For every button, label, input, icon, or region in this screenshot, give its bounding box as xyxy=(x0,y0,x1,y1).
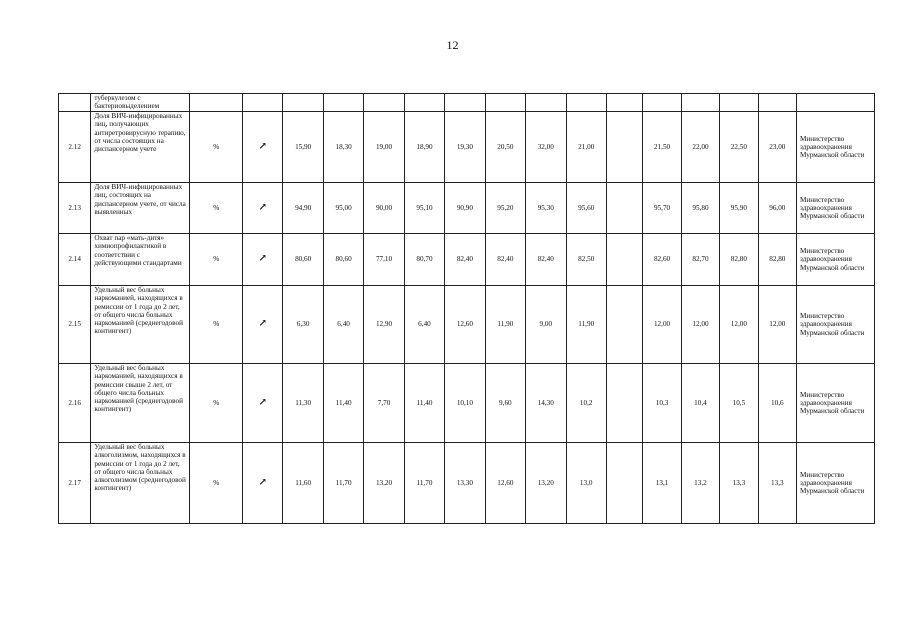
cell-value: 80,60 xyxy=(323,234,363,286)
cell-unit: % xyxy=(190,234,243,286)
cell-value: 13,20 xyxy=(364,443,404,524)
cell-value: 21,00 xyxy=(566,112,606,183)
cell-value xyxy=(606,443,642,524)
cell-empty xyxy=(485,94,525,112)
cell-value: 82,50 xyxy=(566,234,606,286)
cell-value xyxy=(606,234,642,286)
cell-name: туберкулезом с бактериовыделением xyxy=(91,94,190,112)
cell-value: 18,90 xyxy=(404,112,444,183)
cell-empty xyxy=(283,94,323,112)
cell-value: 12,60 xyxy=(485,443,525,524)
cell-empty xyxy=(404,94,444,112)
cell-value: 12,60 xyxy=(445,286,485,364)
cell-value: 19,30 xyxy=(445,112,485,183)
cell-value: 13,1 xyxy=(643,443,681,524)
cell-value: 82,60 xyxy=(643,234,681,286)
cell-value: 96,00 xyxy=(758,183,796,234)
cell-empty xyxy=(526,94,566,112)
cell-value: 95,90 xyxy=(720,183,758,234)
cell-empty xyxy=(681,94,719,112)
table-body xyxy=(59,94,875,524)
cell-empty xyxy=(364,94,404,112)
cell-value xyxy=(606,183,642,234)
cell-value: 90,90 xyxy=(445,183,485,234)
cell-empty xyxy=(643,94,681,112)
cell-direction: ↗ xyxy=(243,183,283,234)
cell-value: 12,90 xyxy=(364,286,404,364)
cell-name: Удельный вес больных наркоманией, находящихся в ремиссии от 1 года до 2 лет, от общего числа больных наркоманией (среднегодовой контингент) xyxy=(91,286,190,364)
cell-value: 11,40 xyxy=(404,364,444,443)
cell-num: 2.16 xyxy=(59,364,91,443)
cell-value: 82,40 xyxy=(526,234,566,286)
cell-direction: ↗ xyxy=(243,286,283,364)
cell-unit: % xyxy=(190,443,243,524)
cell-value: 15,90 xyxy=(283,112,323,183)
cell-value: 13,2 xyxy=(681,443,719,524)
cell-value: 12,00 xyxy=(681,286,719,364)
cell-num: 2.13 xyxy=(59,183,91,234)
cell-value xyxy=(606,286,642,364)
cell-value: 13,30 xyxy=(445,443,485,524)
cell-value: 9,00 xyxy=(526,286,566,364)
cell-empty xyxy=(243,94,283,112)
cell-direction: ↗ xyxy=(243,443,283,524)
cell-value: 19,00 xyxy=(364,112,404,183)
cell-empty xyxy=(445,94,485,112)
cell-direction: ↗ xyxy=(243,234,283,286)
cell-value: 12,00 xyxy=(758,286,796,364)
cell-empty xyxy=(606,94,642,112)
cell-value: 95,20 xyxy=(485,183,525,234)
cell-value: 82,40 xyxy=(445,234,485,286)
page-number: 12 xyxy=(446,38,459,52)
cell-value: 22,00 xyxy=(681,112,719,183)
table-row xyxy=(59,286,875,364)
cell-value: 82,80 xyxy=(720,234,758,286)
cell-num: 2.17 xyxy=(59,443,91,524)
cell-value: 13,20 xyxy=(526,443,566,524)
table-row-continuation xyxy=(59,94,875,112)
table-row xyxy=(59,183,875,234)
cell-value: 10,3 xyxy=(643,364,681,443)
cell-responsible: Министерство здравоохранения Мурманской области xyxy=(797,286,875,364)
cell-value: 77,10 xyxy=(364,234,404,286)
cell-value: 95,00 xyxy=(323,183,363,234)
table-row xyxy=(59,364,875,443)
cell-value: 6,30 xyxy=(283,286,323,364)
cell-value: 94,90 xyxy=(283,183,323,234)
cell-empty xyxy=(323,94,363,112)
cell-value: 6,40 xyxy=(404,286,444,364)
cell-value: 11,70 xyxy=(323,443,363,524)
cell-value: 11,70 xyxy=(404,443,444,524)
cell-value: 18,30 xyxy=(323,112,363,183)
cell-num xyxy=(59,94,91,112)
table-row xyxy=(59,234,875,286)
cell-value: 82,80 xyxy=(758,234,796,286)
cell-empty xyxy=(720,94,758,112)
cell-value: 22,50 xyxy=(720,112,758,183)
cell-value: 20,50 xyxy=(485,112,525,183)
cell-empty xyxy=(566,94,606,112)
cell-value: 21,50 xyxy=(643,112,681,183)
cell-value: 14,30 xyxy=(526,364,566,443)
cell-value: 95,80 xyxy=(681,183,719,234)
cell-value xyxy=(606,364,642,443)
cell-name: Доля ВИЧ-инфицированных лиц, получающих антиретровирусную терапию, от числа состоящих на диспансерном учете xyxy=(91,112,190,183)
cell-value: 11,90 xyxy=(566,286,606,364)
cell-unit: % xyxy=(190,112,243,183)
cell-empty xyxy=(758,94,796,112)
indicators-table xyxy=(58,93,875,524)
cell-value: 80,60 xyxy=(283,234,323,286)
cell-value xyxy=(606,112,642,183)
cell-num: 2.15 xyxy=(59,286,91,364)
cell-value: 9,60 xyxy=(485,364,525,443)
cell-value: 6,40 xyxy=(323,286,363,364)
cell-value: 10,4 xyxy=(681,364,719,443)
cell-responsible: Министерство здравоохранения Мурманской области xyxy=(797,112,875,183)
cell-unit: % xyxy=(190,183,243,234)
cell-value: 10,10 xyxy=(445,364,485,443)
cell-value: 12,00 xyxy=(643,286,681,364)
table-row xyxy=(59,112,875,183)
cell-value: 90,00 xyxy=(364,183,404,234)
cell-responsible: Министерство здравоохранения Мурманской области xyxy=(797,183,875,234)
cell-num: 2.12 xyxy=(59,112,91,183)
cell-value: 11,60 xyxy=(283,443,323,524)
cell-unit: % xyxy=(190,286,243,364)
cell-value: 11,30 xyxy=(283,364,323,443)
table-row xyxy=(59,443,875,524)
cell-value: 13,0 xyxy=(566,443,606,524)
cell-value: 82,40 xyxy=(485,234,525,286)
cell-value: 13,3 xyxy=(758,443,796,524)
cell-value: 80,70 xyxy=(404,234,444,286)
cell-name: Доля ВИЧ-инфицированных лиц, состоящих на диспансерном учете, от числа выявленных xyxy=(91,183,190,234)
cell-value: 11,90 xyxy=(485,286,525,364)
cell-num: 2.14 xyxy=(59,234,91,286)
cell-value: 10,6 xyxy=(758,364,796,443)
cell-empty xyxy=(797,94,875,112)
cell-value: 10,2 xyxy=(566,364,606,443)
cell-value: 95,60 xyxy=(566,183,606,234)
cell-value: 13,3 xyxy=(720,443,758,524)
cell-direction: ↗ xyxy=(243,364,283,443)
cell-name: Удельный вес больных алкоголизмом, находящихся в ремиссии от 1 года до 2 лет, от общего числа больных алкоголизмом (среднегодовой контингент) xyxy=(91,443,190,524)
cell-name: Охват пар «мать-дитя» химиопрофилактикой в соответствии с действующими стандартами xyxy=(91,234,190,286)
cell-value: 95,10 xyxy=(404,183,444,234)
cell-value: 23,00 xyxy=(758,112,796,183)
cell-responsible: Министерство здравоохранения Мурманской области xyxy=(797,364,875,443)
cell-value: 95,70 xyxy=(643,183,681,234)
cell-name: Удельный вес больных наркоманией, находящихся в ремиссии свыше 2 лет, от общего числа больных наркоманией (среднегодовой контингент) xyxy=(91,364,190,443)
cell-value: 10,5 xyxy=(720,364,758,443)
cell-value: 82,70 xyxy=(681,234,719,286)
cell-unit: % xyxy=(190,364,243,443)
cell-value: 12,00 xyxy=(720,286,758,364)
cell-direction: ↗ xyxy=(243,112,283,183)
cell-responsible: Министерство здравоохранения Мурманской области xyxy=(797,443,875,524)
cell-empty xyxy=(190,94,243,112)
cell-value: 95,30 xyxy=(526,183,566,234)
cell-value: 32,00 xyxy=(526,112,566,183)
cell-responsible: Министерство здравоохранения Мурманской области xyxy=(797,234,875,286)
cell-value: 7,70 xyxy=(364,364,404,443)
cell-value: 11,40 xyxy=(323,364,363,443)
